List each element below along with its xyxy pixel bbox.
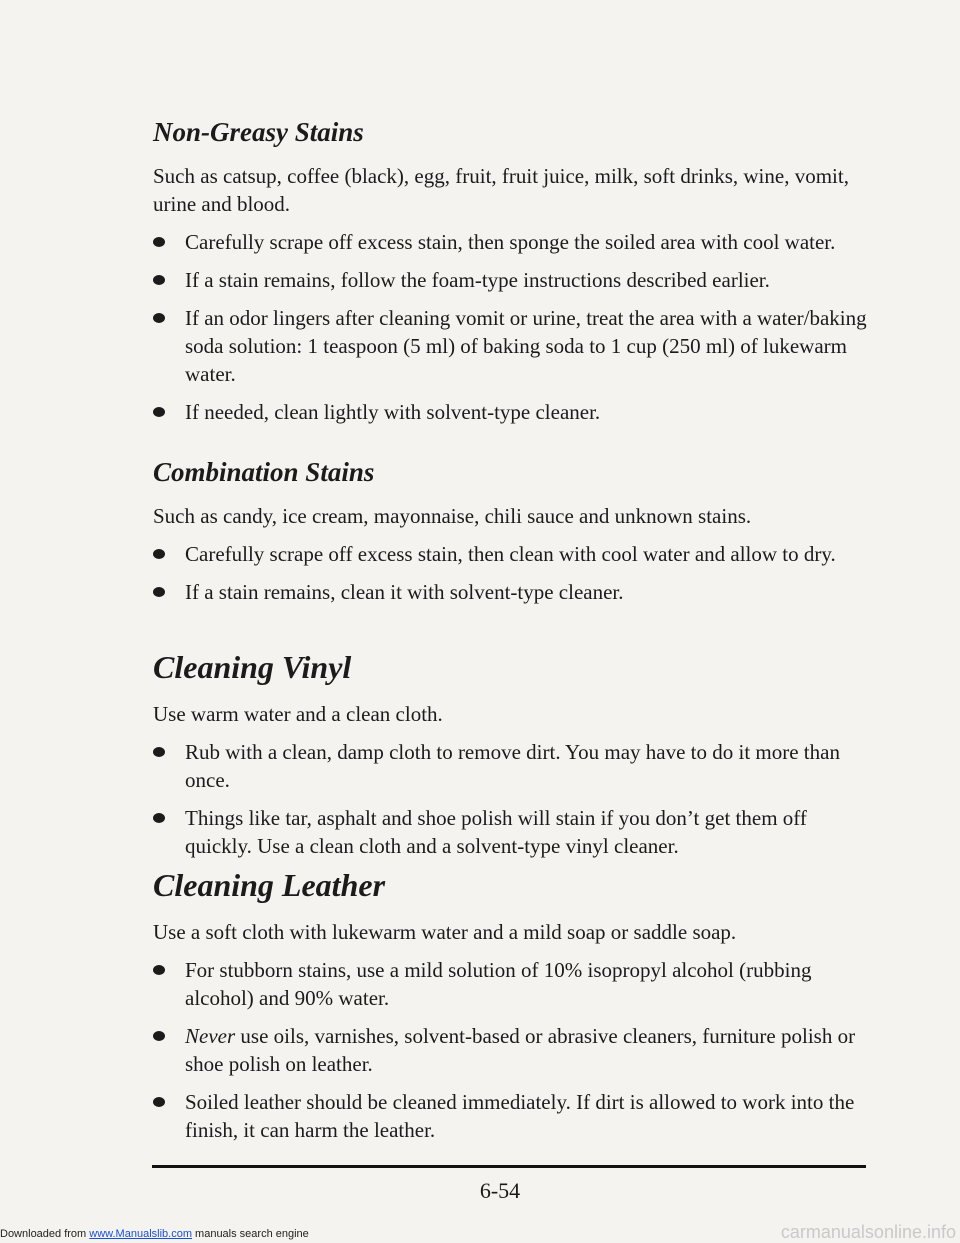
- manualslib-link[interactable]: www.Manualslib.com: [89, 1228, 192, 1240]
- footer-suffix: manuals search engine: [191, 1228, 309, 1240]
- subheading-combination-stains: Combination Stains: [153, 457, 375, 487]
- bullet-text: Soiled leather should be cleaned immediately. If dirt is allowed to work into the finish, it can harm the leather.: [185, 1090, 855, 1142]
- footer-divider: [152, 1165, 866, 1168]
- bullet-text: For stubborn stains, use a mild solution of 10% isopropyl alcohol (rubbing alcohol) and 90% water.: [185, 958, 812, 1010]
- section-combination-stains: [153, 456, 873, 606]
- section-cleaning-leather: [153, 866, 873, 1144]
- leather-bullet-list: [153, 956, 873, 1144]
- leather-intro: Use a soft cloth with lukewarm water and a mild soap or saddle soap.: [153, 920, 737, 944]
- list-item: [153, 398, 873, 426]
- bullet-text: Carefully scrape off excess stain, then sponge the soiled area with cool water.: [185, 230, 836, 254]
- bullet-text: If a stain remains, follow the foam-type instructions described earlier.: [185, 268, 770, 292]
- subheading-non-greasy-stains: Non-Greasy Stains: [153, 117, 364, 147]
- bullet-icon: [153, 587, 165, 597]
- bullet-text: If an odor lingers after cleaning vomit or urine, treat the area with a water/baking soda solution: 1 teaspoon (5 ml) of baking soda to 1 cup (250 ml) of lukewarm water.: [185, 306, 867, 386]
- non-greasy-bullet-list: [153, 228, 873, 426]
- heading-cleaning-vinyl: Cleaning Vinyl: [153, 649, 352, 685]
- bullet-text: If needed, clean lightly with solvent-type cleaner.: [185, 400, 601, 424]
- list-item: [153, 578, 873, 606]
- page-number: 6-54: [479, 1178, 521, 1203]
- list-item: [153, 956, 873, 1012]
- bullet-icon: [153, 965, 165, 975]
- footer-prefix: Downloaded from: [0, 1228, 90, 1240]
- bullet-icon: [153, 549, 165, 559]
- bullet-icon: [153, 275, 165, 285]
- emphasis-never: Never: [185, 1024, 236, 1048]
- bullet-icon: [153, 813, 165, 823]
- list-item: [153, 1088, 873, 1144]
- bullet-text: Rub with a clean, damp cloth to remove dirt. You may have to do it more than once.: [185, 740, 840, 792]
- section-non-greasy-stains: [153, 116, 873, 426]
- bullet-text: use oils, varnishes, solvent-based or abrasive cleaners, furniture polish or shoe polish on leather.: [185, 1024, 856, 1076]
- bullet-text: Carefully scrape off excess stain, then clean with cool water and allow to dry.: [185, 542, 836, 566]
- bullet-text: Things like tar, asphalt and shoe polish will stain if you don’t get them off quickly. Use a clean cloth and a solvent-type vinyl cleaner.: [185, 806, 807, 858]
- combination-intro: Such as candy, ice cream, mayonnaise, chili sauce and unknown stains.: [153, 504, 752, 528]
- list-item: [153, 228, 873, 256]
- download-footer: [0, 1228, 309, 1240]
- bullet-icon: [153, 1097, 165, 1107]
- list-item: [153, 266, 873, 294]
- vinyl-bullet-list: [153, 738, 873, 860]
- list-item: [153, 1022, 873, 1078]
- section-cleaning-vinyl: [153, 648, 873, 860]
- bullet-icon: [153, 313, 165, 323]
- bullet-icon: [153, 747, 165, 757]
- bullet-icon: [153, 237, 165, 247]
- list-item: [153, 304, 873, 388]
- combination-bullet-list: [153, 540, 873, 606]
- bullet-icon: [153, 1031, 165, 1041]
- heading-cleaning-leather: Cleaning Leather: [153, 867, 386, 903]
- list-item: [153, 804, 873, 860]
- list-item: [153, 540, 873, 568]
- bullet-text: If a stain remains, clean it with solvent-type cleaner.: [185, 580, 624, 604]
- bullet-icon: [153, 407, 165, 417]
- list-item: [153, 738, 873, 794]
- vinyl-intro: Use warm water and a clean cloth.: [153, 702, 443, 726]
- watermark: carmanualsonline.info: [780, 1222, 956, 1242]
- non-greasy-intro: Such as catsup, coffee (black), egg, fruit, fruit juice, milk, soft drinks, wine, vomit, urine and blood.: [153, 164, 849, 216]
